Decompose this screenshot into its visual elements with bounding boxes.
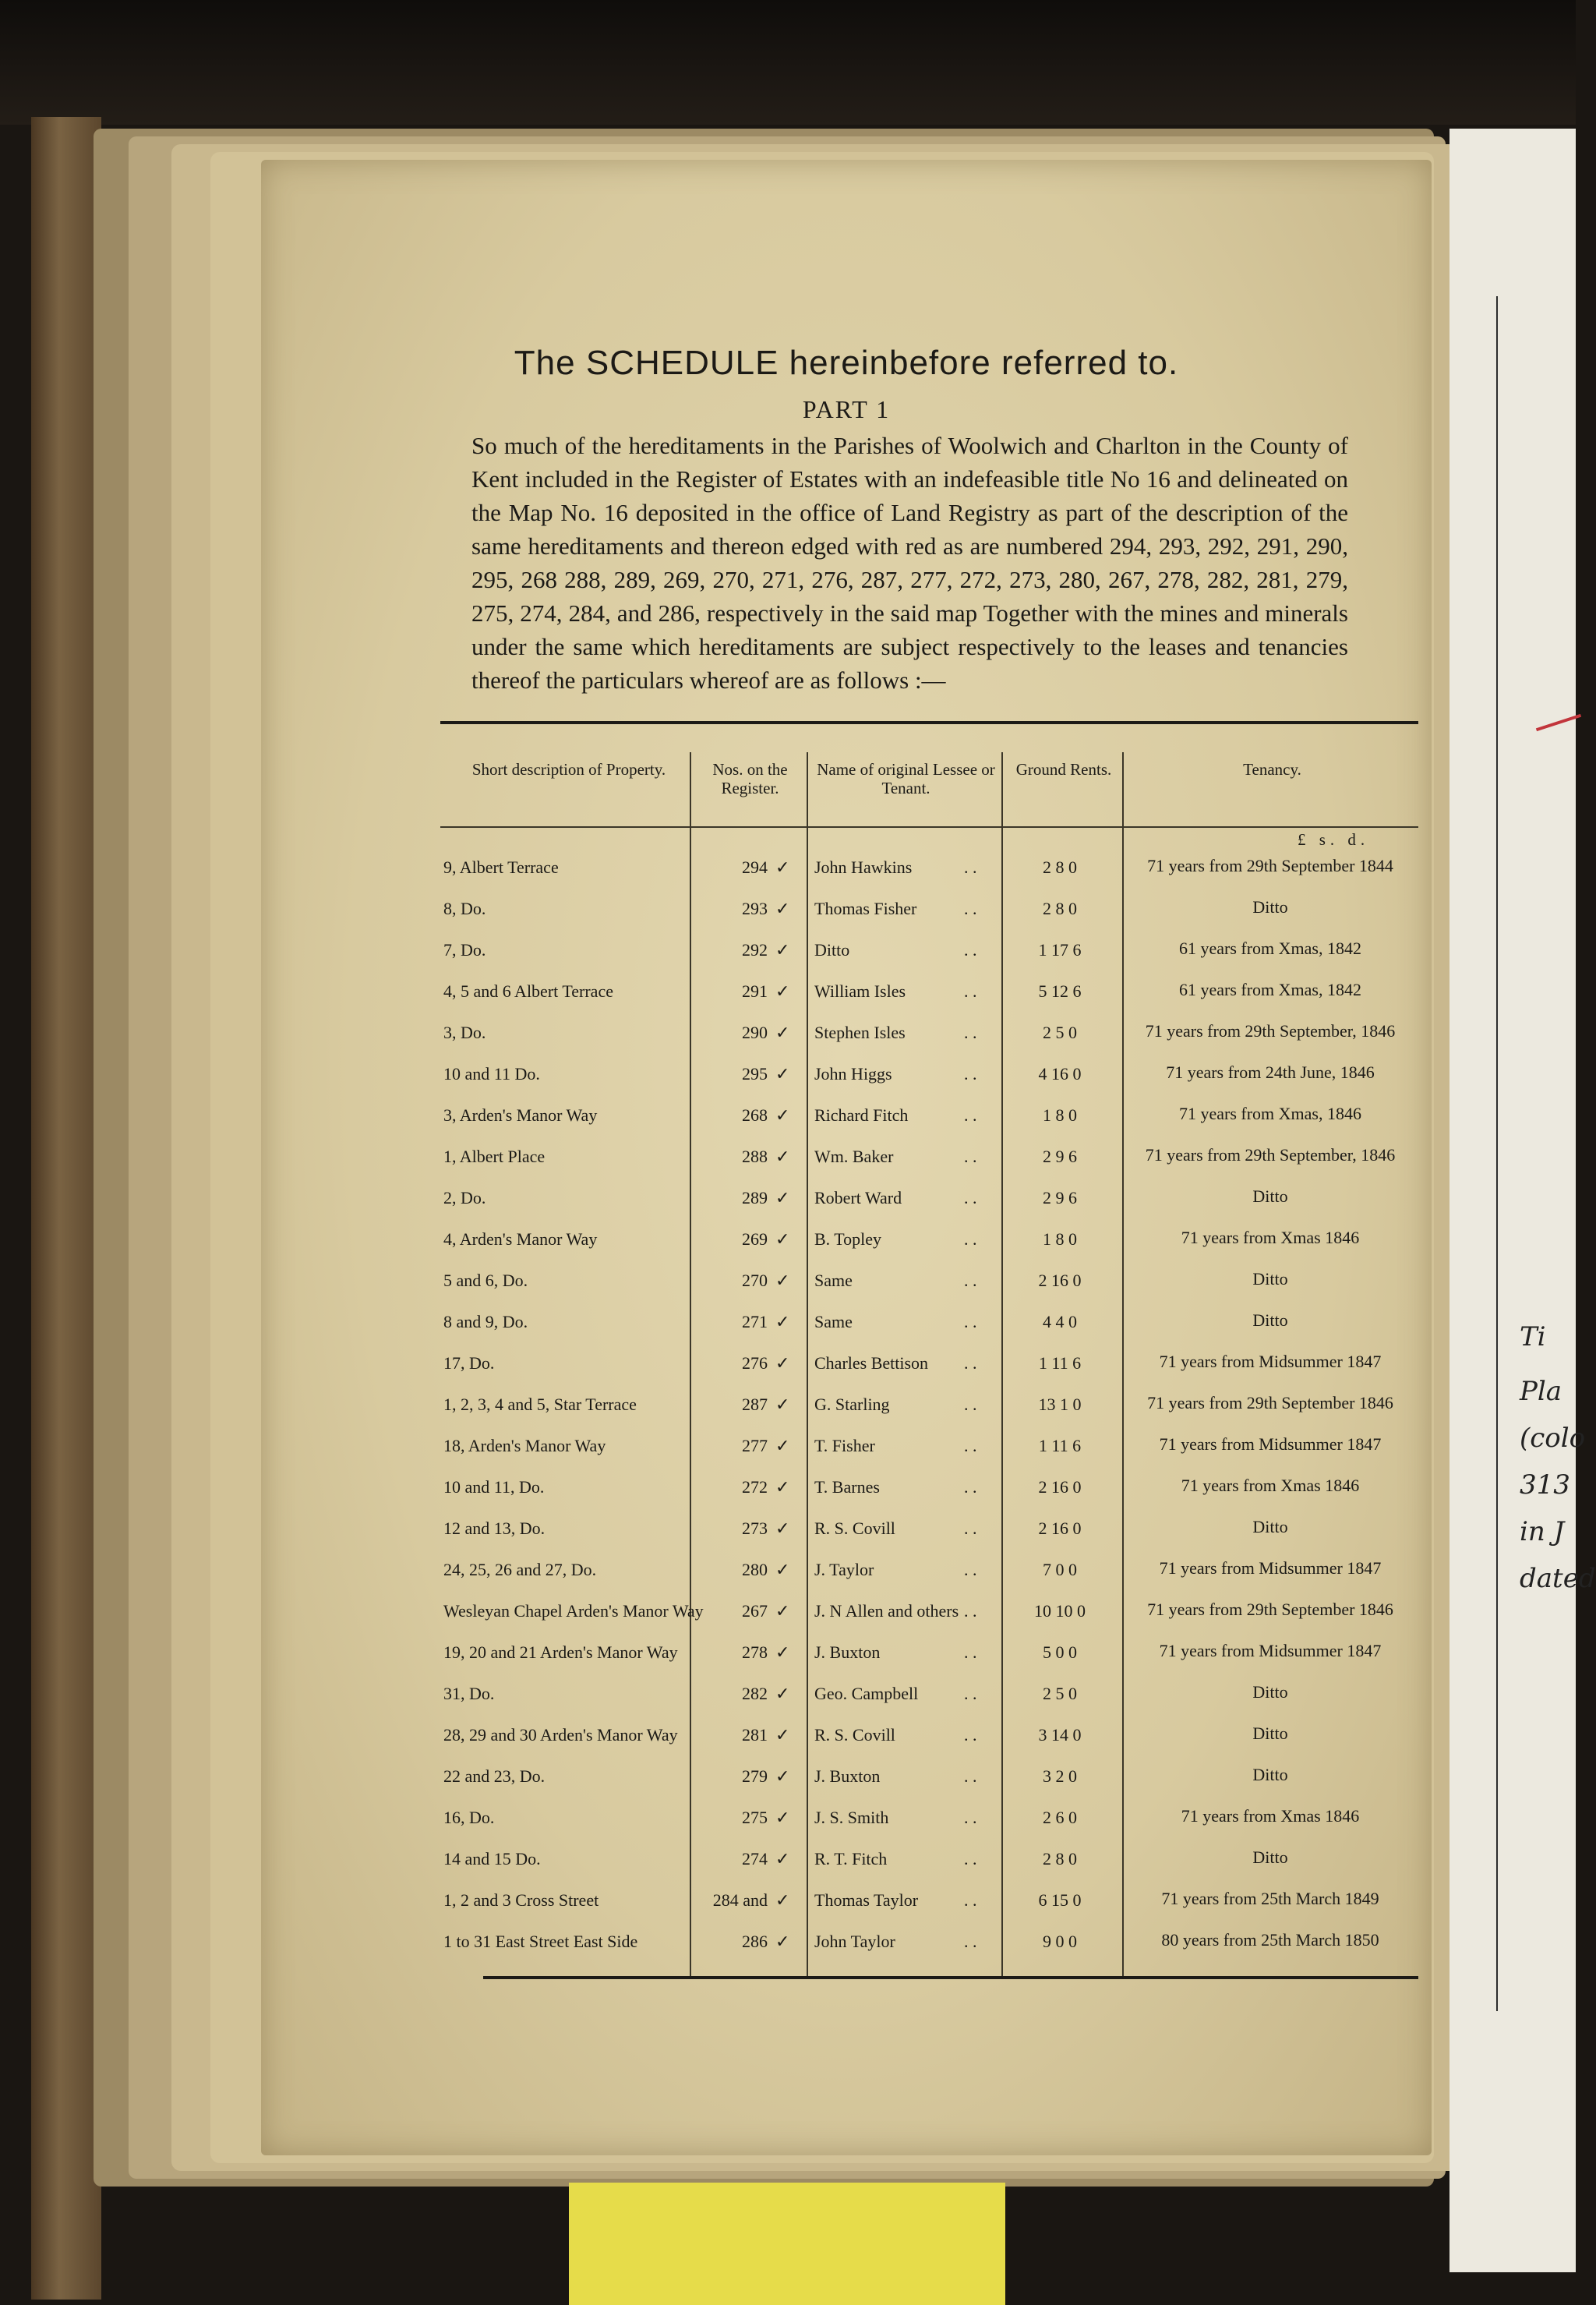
check-mark: ✓ — [775, 1229, 790, 1249]
handwriting: 313 — [1520, 1469, 1570, 1501]
lessee-cell: T. Fisher — [814, 1436, 875, 1455]
register-cell: 268 — [742, 1105, 768, 1125]
check-mark: ✓ — [775, 1766, 790, 1786]
lessee-cell: B. Topley — [814, 1229, 882, 1249]
check-mark: ✓ — [775, 1642, 790, 1662]
check-mark: ✓ — [775, 1271, 790, 1290]
tenancy-cell: 71 years from Midsummer 1847 — [1159, 1641, 1382, 1660]
rent-cell: 13 1 0 — [1038, 1395, 1082, 1414]
table-row — [440, 1105, 1418, 1142]
register-cell: 274 — [742, 1849, 768, 1868]
table-row — [440, 1395, 1418, 1431]
check-mark: ✓ — [775, 1725, 790, 1745]
register-cell: 282 — [742, 1684, 768, 1703]
rent-cell: 2 9 6 — [1043, 1188, 1077, 1207]
table-row — [440, 1229, 1418, 1266]
rent-cell: 2 5 0 — [1043, 1684, 1077, 1703]
register-cell: 292 — [742, 940, 768, 960]
leader-dots: . . — [964, 1229, 977, 1249]
tenancy-cell: 71 years from 29th September, 1846 — [1145, 1145, 1396, 1165]
register-cell: 290 — [742, 1023, 768, 1042]
register-cell: 291 — [742, 981, 768, 1001]
register-cell: 284 and — [712, 1890, 768, 1910]
register-cell: 281 — [742, 1725, 768, 1745]
tenancy-cell: 71 years from 29th September 1844 — [1147, 856, 1393, 875]
property-cell: 1, 2, 3, 4 and 5, Star Terrace — [443, 1395, 637, 1414]
property-cell: 5 and 6, Do. — [443, 1271, 528, 1290]
lessee-cell: William Isles — [814, 981, 906, 1001]
property-cell: 10 and 11, Do. — [443, 1477, 545, 1497]
rent-cell: 3 14 0 — [1038, 1725, 1082, 1745]
rent-cell: 5 0 0 — [1043, 1642, 1077, 1662]
property-cell: 22 and 23, Do. — [443, 1766, 546, 1786]
table-row — [440, 1477, 1418, 1514]
lessee-cell: Richard Fitch — [814, 1105, 909, 1125]
handwriting: Ti — [1520, 1321, 1546, 1352]
leader-dots: . . — [964, 981, 977, 1001]
rent-cell: 1 8 0 — [1043, 1105, 1077, 1125]
rent-cell: 4 16 0 — [1038, 1064, 1082, 1084]
leader-dots: . . — [964, 1147, 977, 1166]
tenancy-cell: 71 years from Midsummer 1847 — [1159, 1352, 1382, 1371]
leader-dots: . . — [964, 1725, 977, 1745]
part-heading: PART 1 — [802, 395, 891, 423]
rent-cell: 7 0 0 — [1043, 1560, 1077, 1579]
check-mark: ✓ — [775, 899, 790, 918]
tenancy-cell: Ditto — [1252, 1765, 1288, 1784]
check-mark: ✓ — [775, 1601, 790, 1621]
property-cell: 3, Do. — [443, 1023, 486, 1042]
rent-cell: 9 0 0 — [1043, 1932, 1077, 1951]
leader-dots: . . — [964, 1023, 977, 1042]
tenancy-cell: 71 years from Xmas 1846 — [1181, 1228, 1360, 1247]
table-row — [440, 1188, 1418, 1225]
handwriting: (colo — [1520, 1423, 1586, 1454]
table-row — [440, 1147, 1418, 1183]
border-line — [1496, 296, 1498, 2011]
check-mark: ✓ — [775, 1808, 790, 1827]
intro-paragraph: So much of the hereditaments in the Parishes of Woolwich and Charlton in the County of Kent included in the Register of Estates with an indefeasible title No 16 and delineated on the Map No. 16 deposited in the office of Land Registry as part of the description of the same hereditaments and thereon edged with red as are numbered 294, 293, 292, 291, 290, 295, 268 288, 289, 269, 270, 271, 276, 287, 277, 272, 273, 280, 267, 278, 282, 281, 279, 275, 274, 284, and 286, respectively in the said map Together with the mines and minerals under the same which hereditaments are subject respectively to the leases and tenancies thereof the particulars whereof are as follows :— — [471, 432, 1348, 694]
property-cell: 28, 29 and 30 Arden's Manor Way — [443, 1725, 678, 1745]
lessee-cell: J. S. Smith — [814, 1808, 889, 1827]
leader-dots: . . — [964, 1353, 977, 1373]
register-cell: 279 — [742, 1766, 768, 1786]
lessee-cell: J. N Allen and others — [814, 1601, 959, 1621]
rent-cell: 2 16 0 — [1038, 1271, 1082, 1290]
rent-cell: 1 17 6 — [1038, 940, 1082, 960]
property-cell: 4, 5 and 6 Albert Terrace — [443, 981, 613, 1001]
table-row — [440, 1271, 1418, 1307]
tenancy-cell: 71 years from Xmas, 1846 — [1178, 1104, 1361, 1123]
check-mark: ✓ — [775, 1023, 790, 1042]
table-row — [440, 1642, 1418, 1679]
register-cell: 293 — [742, 899, 768, 918]
divider — [440, 721, 1418, 724]
rent-cell: 1 11 6 — [1038, 1436, 1082, 1455]
rent-cell: 2 6 0 — [1043, 1808, 1077, 1827]
register-cell: 270 — [742, 1271, 768, 1290]
tenancy-cell: 71 years from 29th September 1846 — [1147, 1393, 1393, 1412]
leader-dots: . . — [964, 1271, 977, 1290]
header-lessee: Name of original Lessee or Tenant. — [817, 760, 995, 797]
lessee-cell: John Taylor — [814, 1932, 895, 1951]
header-property: Short description of Property. — [471, 760, 666, 779]
table-row — [440, 1436, 1418, 1472]
check-mark: ✓ — [775, 1849, 790, 1868]
check-mark: ✓ — [775, 1188, 790, 1207]
table-row — [440, 1684, 1418, 1720]
tenancy-cell: 71 years from Midsummer 1847 — [1159, 1558, 1382, 1578]
tenancy-cell: 71 years from Xmas 1846 — [1181, 1806, 1360, 1826]
leader-dots: . . — [964, 1808, 977, 1827]
header-tenancy: Tenancy. — [1243, 760, 1301, 779]
leader-dots: . . — [964, 1601, 977, 1621]
table-row — [440, 899, 1418, 935]
property-cell: 4, Arden's Manor Way — [443, 1229, 598, 1249]
leader-dots: . . — [964, 1849, 977, 1868]
rent-cell: 2 8 0 — [1043, 899, 1077, 918]
property-cell: 8 and 9, Do. — [443, 1312, 528, 1331]
tenancy-cell: Ditto — [1252, 1847, 1288, 1867]
lessee-cell: Stephen Isles — [814, 1023, 906, 1042]
rent-cell: 1 8 0 — [1043, 1229, 1077, 1249]
lessee-cell: Same — [814, 1271, 853, 1290]
table-header — [440, 752, 1418, 826]
tenancy-cell: Ditto — [1252, 1310, 1288, 1330]
property-cell: 19, 20 and 21 Arden's Manor Way — [443, 1642, 678, 1662]
register-cell: 271 — [742, 1312, 768, 1331]
property-cell: 18, Arden's Manor Way — [443, 1436, 606, 1455]
tenancy-cell: Ditto — [1252, 1517, 1288, 1536]
adjacent-page — [1449, 129, 1596, 2272]
register-cell: 278 — [742, 1642, 768, 1662]
tenancy-cell: Ditto — [1252, 897, 1288, 917]
tenancy-cell: 71 years from Xmas 1846 — [1181, 1476, 1360, 1495]
rent-cell: 3 2 0 — [1043, 1766, 1077, 1786]
check-mark: ✓ — [775, 1518, 790, 1538]
rent-cell: 2 8 0 — [1043, 857, 1077, 877]
check-mark: ✓ — [775, 940, 790, 960]
lessee-cell: J. Taylor — [814, 1560, 874, 1579]
leader-dots: . . — [964, 1064, 977, 1084]
property-cell: 2, Do. — [443, 1188, 486, 1207]
lessee-cell: Geo. Campbell — [814, 1684, 919, 1703]
table-row — [440, 1849, 1418, 1886]
leader-dots: . . — [964, 1436, 977, 1455]
leader-dots: . . — [964, 940, 977, 960]
register-cell: 280 — [742, 1560, 768, 1579]
header-rents: Ground Rents. — [1015, 760, 1112, 779]
register-cell: 289 — [742, 1188, 768, 1207]
lessee-cell: J. Buxton — [814, 1766, 881, 1786]
check-mark: ✓ — [775, 1684, 790, 1703]
check-mark: ✓ — [775, 1477, 790, 1497]
tenancy-cell: Ditto — [1252, 1269, 1288, 1289]
property-cell: 16, Do. — [443, 1808, 495, 1827]
book-binding — [31, 117, 101, 2300]
check-mark: ✓ — [775, 1064, 790, 1084]
check-mark: ✓ — [775, 857, 790, 877]
table-row — [440, 1890, 1418, 1927]
table-row — [440, 981, 1418, 1018]
page-title: The SCHEDULE hereinbefore referred to. — [514, 344, 1179, 382]
leader-dots: . . — [964, 1395, 977, 1414]
handwriting: in J — [1520, 1516, 1565, 1547]
leader-dots: . . — [964, 899, 977, 918]
check-mark: ✓ — [775, 1105, 790, 1125]
leader-dots: . . — [964, 1518, 977, 1538]
currency-header: £ s. d. — [1298, 830, 1370, 849]
leader-dots: . . — [964, 857, 977, 877]
bookmark-tab — [569, 2183, 1005, 2305]
tenancy-cell: 71 years from 24th June, 1846 — [1166, 1062, 1375, 1082]
property-cell: 10 and 11 Do. — [443, 1064, 540, 1084]
property-cell: 12 and 13, Do. — [443, 1518, 546, 1538]
rent-cell: 6 15 0 — [1038, 1890, 1082, 1910]
property-cell: 17, Do. — [443, 1353, 495, 1373]
table-row — [440, 1725, 1418, 1762]
leader-dots: . . — [964, 1642, 977, 1662]
tenancy-cell: Ditto — [1252, 1186, 1288, 1206]
leader-dots: . . — [964, 1188, 977, 1207]
register-cell: 275 — [742, 1808, 768, 1827]
leader-dots: . . — [964, 1477, 977, 1497]
lessee-cell: G. Starling — [814, 1395, 890, 1414]
leader-dots: . . — [964, 1560, 977, 1579]
property-cell: 1, 2 and 3 Cross Street — [443, 1890, 599, 1910]
register-cell: 287 — [742, 1395, 768, 1414]
handwriting: dated — [1520, 1563, 1596, 1594]
check-mark: ✓ — [775, 1147, 790, 1166]
leader-dots: . . — [964, 1684, 977, 1703]
header-register: Nos. on the Register. — [712, 760, 788, 797]
lessee-cell: T. Barnes — [814, 1477, 880, 1497]
register-cell: 288 — [742, 1147, 768, 1166]
register-cell: 272 — [742, 1477, 768, 1497]
property-cell: 1, Albert Place — [443, 1147, 546, 1166]
table-row — [440, 1518, 1418, 1555]
lessee-cell: Robert Ward — [814, 1188, 902, 1207]
header-rule — [440, 826, 1418, 828]
tenancy-cell: 80 years from 25th March 1850 — [1161, 1930, 1379, 1950]
register-cell: 273 — [742, 1518, 768, 1538]
check-mark: ✓ — [775, 981, 790, 1001]
tenancy-cell: 71 years from Midsummer 1847 — [1159, 1434, 1382, 1454]
property-cell: 1 to 31 East Street East Side — [443, 1932, 638, 1951]
property-cell: 3, Arden's Manor Way — [443, 1105, 598, 1125]
property-cell: 9, Albert Terrace — [443, 857, 559, 877]
lessee-cell: Thomas Taylor — [814, 1890, 919, 1910]
rent-cell: 2 9 6 — [1043, 1147, 1077, 1166]
check-mark: ✓ — [775, 1932, 790, 1951]
leader-dots: . . — [964, 1312, 977, 1331]
tenancy-cell: 71 years from 29th September, 1846 — [1145, 1021, 1396, 1041]
check-mark: ✓ — [775, 1436, 790, 1455]
lessee-cell: Thomas Fisher — [814, 899, 917, 918]
table-row — [440, 1064, 1418, 1101]
lessee-cell: J. Buxton — [814, 1642, 881, 1662]
tenancy-cell: Ditto — [1252, 1682, 1288, 1702]
leader-dots: . . — [964, 1105, 977, 1125]
table-row — [440, 1601, 1418, 1638]
property-cell: 8, Do. — [443, 899, 486, 918]
lessee-cell: R. S. Covill — [814, 1518, 895, 1538]
lessee-cell: R. S. Covill — [814, 1725, 895, 1745]
leader-dots: . . — [964, 1932, 977, 1951]
tenancy-cell: Ditto — [1252, 1723, 1288, 1743]
lessee-cell: Same — [814, 1312, 853, 1331]
table-row — [440, 940, 1418, 977]
table-row — [440, 857, 1418, 894]
register-cell: 267 — [742, 1601, 768, 1621]
table-row — [440, 1808, 1418, 1844]
rent-cell: 5 12 6 — [1038, 981, 1082, 1001]
rent-cell: 2 16 0 — [1038, 1477, 1082, 1497]
rent-cell: 4 4 0 — [1043, 1312, 1077, 1331]
rent-cell: 1 11 6 — [1038, 1353, 1082, 1373]
property-cell: 31, Do. — [443, 1684, 495, 1703]
lessee-cell: John Hawkins — [814, 857, 913, 877]
table-row — [440, 1766, 1418, 1803]
rent-cell: 10 10 0 — [1034, 1601, 1086, 1621]
check-mark: ✓ — [775, 1560, 790, 1579]
table-row — [440, 1560, 1418, 1596]
lessee-cell: John Higgs — [814, 1064, 892, 1084]
lessee-cell: Ditto — [814, 940, 850, 960]
lessee-cell: Wm. Baker — [814, 1147, 894, 1166]
rent-cell: 2 16 0 — [1038, 1518, 1082, 1538]
check-mark: ✓ — [775, 1890, 790, 1910]
tenancy-cell: 61 years from Xmas, 1842 — [1178, 980, 1361, 999]
property-cell: 7, Do. — [443, 940, 486, 960]
register-cell: 295 — [742, 1064, 768, 1084]
register-cell: 286 — [742, 1932, 768, 1951]
register-cell: 277 — [742, 1436, 768, 1455]
property-cell: Wesleyan Chapel Arden's Manor Way — [443, 1601, 704, 1621]
register-cell: 276 — [742, 1353, 768, 1373]
table-row — [440, 1023, 1418, 1059]
red-line-mark — [1536, 714, 1581, 731]
handwriting: Pla — [1520, 1376, 1562, 1407]
rent-cell: 2 8 0 — [1043, 1849, 1077, 1868]
rent-cell: 2 5 0 — [1043, 1023, 1077, 1042]
lessee-cell: Charles Bettison — [814, 1353, 929, 1373]
schedule-table — [440, 752, 1418, 1976]
register-cell: 294 — [742, 857, 768, 877]
divider — [483, 1976, 1418, 1979]
check-mark: ✓ — [775, 1353, 790, 1373]
check-mark: ✓ — [775, 1395, 790, 1414]
table-row — [440, 1353, 1418, 1390]
tenancy-cell: 71 years from 25th March 1849 — [1161, 1889, 1379, 1908]
property-cell: 24, 25, 26 and 27, Do. — [443, 1560, 597, 1579]
property-cell: 14 and 15 Do. — [443, 1849, 541, 1868]
tenancy-cell: 61 years from Xmas, 1842 — [1178, 939, 1361, 958]
background-top — [0, 0, 1576, 125]
lessee-cell: R. T. Fitch — [814, 1849, 888, 1868]
schedule-page — [261, 160, 1432, 2155]
leader-dots: . . — [964, 1766, 977, 1786]
table-row — [440, 1932, 1418, 1968]
table-row — [440, 1312, 1418, 1349]
tenancy-cell: 71 years from 29th September 1846 — [1147, 1600, 1393, 1619]
check-mark: ✓ — [775, 1312, 790, 1331]
register-cell: 269 — [742, 1229, 768, 1249]
leader-dots: . . — [964, 1890, 977, 1910]
